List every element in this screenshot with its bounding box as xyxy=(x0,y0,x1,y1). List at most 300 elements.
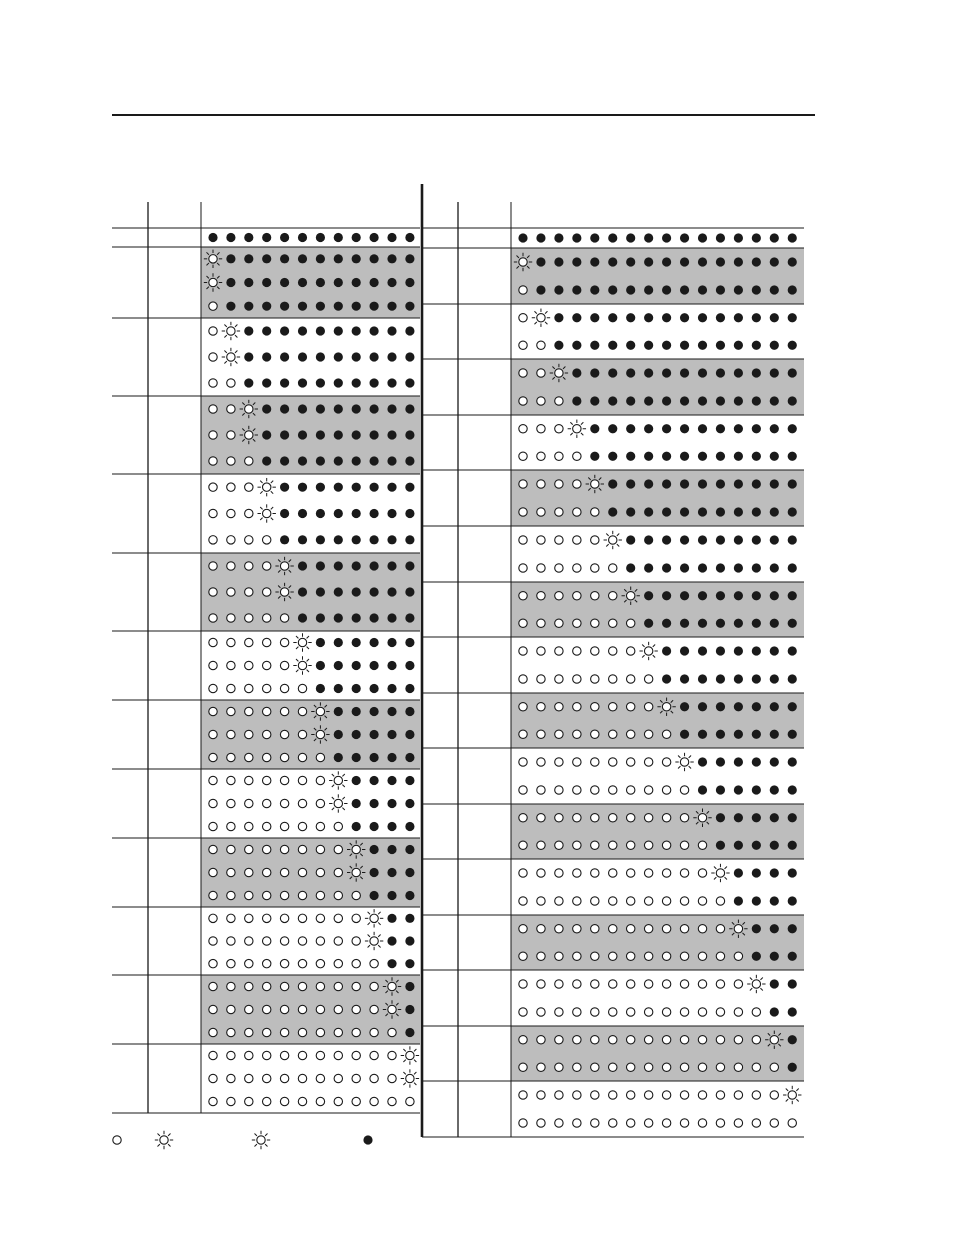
led-on-icon xyxy=(334,378,343,387)
led-off-icon xyxy=(573,536,581,544)
led-blinking-icon xyxy=(275,583,293,601)
led-on-icon xyxy=(370,404,379,413)
led-off-icon xyxy=(662,869,670,877)
led-off-icon xyxy=(316,799,324,807)
led-on-icon xyxy=(316,483,325,492)
led-off-icon xyxy=(716,1091,724,1099)
led-on-icon xyxy=(716,813,725,822)
led-off-icon xyxy=(519,564,527,572)
led-on-icon xyxy=(626,563,635,572)
led-on-icon xyxy=(554,233,563,242)
led-on-icon xyxy=(405,661,414,670)
led-off-icon xyxy=(209,431,217,439)
led-blinking-icon xyxy=(568,420,586,438)
led-off-icon xyxy=(370,1028,378,1036)
led-on-icon xyxy=(644,285,653,294)
led-on-icon xyxy=(387,352,396,361)
led-on-icon xyxy=(770,730,779,739)
led-on-icon xyxy=(788,1007,797,1016)
led-on-icon xyxy=(262,302,271,311)
led-off-icon xyxy=(316,1051,324,1059)
led-on-icon xyxy=(644,479,653,488)
led-off-icon xyxy=(263,1074,271,1082)
led-off-icon xyxy=(573,675,581,683)
led-off-icon xyxy=(227,776,235,784)
led-row xyxy=(519,1007,797,1016)
led-row xyxy=(209,378,415,387)
led-on-icon xyxy=(734,233,743,242)
led-off-icon xyxy=(609,619,617,627)
led-on-icon xyxy=(387,587,396,596)
led-on-icon xyxy=(644,507,653,516)
led-off-icon xyxy=(555,452,563,460)
led-off-icon xyxy=(298,845,306,853)
led-blinking-icon xyxy=(765,1031,783,1049)
led-off-icon xyxy=(209,327,217,335)
led-off-icon xyxy=(573,564,581,572)
led-off-icon xyxy=(573,452,581,460)
led-on-icon xyxy=(405,1028,414,1037)
led-on-icon xyxy=(770,313,779,322)
led-row xyxy=(519,896,797,905)
led-on-icon xyxy=(298,509,307,518)
led-on-icon xyxy=(770,507,779,516)
led-on-icon xyxy=(387,456,396,465)
led-on-icon xyxy=(644,368,653,377)
led-off-icon xyxy=(280,753,288,761)
led-on-icon xyxy=(590,313,599,322)
led-off-icon xyxy=(627,730,635,738)
led-blinking-icon xyxy=(311,702,329,720)
led-off-icon xyxy=(591,841,599,849)
led-on-icon xyxy=(698,702,707,711)
led-on-icon xyxy=(698,233,707,242)
led-on-icon xyxy=(334,509,343,518)
led-blinking-icon xyxy=(258,504,276,522)
led-off-icon xyxy=(316,982,324,990)
led-off-icon xyxy=(316,868,324,876)
led-off-icon xyxy=(716,897,724,905)
led-off-icon xyxy=(245,937,253,945)
led-off-icon xyxy=(227,868,235,876)
led-on-icon xyxy=(788,924,797,933)
led-off-icon xyxy=(298,982,306,990)
led-off-icon xyxy=(245,753,253,761)
led-off-icon xyxy=(627,952,635,960)
led-on-icon xyxy=(788,591,797,600)
led-off-icon xyxy=(352,959,360,967)
led-on-icon xyxy=(405,638,414,647)
led-on-icon xyxy=(734,368,743,377)
led-on-icon xyxy=(662,535,671,544)
led-on-icon xyxy=(298,456,307,465)
led-on-icon xyxy=(334,561,343,570)
led-off-icon xyxy=(352,914,360,922)
led-off-icon xyxy=(609,1008,617,1016)
led-on-icon xyxy=(298,352,307,361)
led-off-icon xyxy=(644,1008,652,1016)
led-on-icon xyxy=(298,378,307,387)
led-on-icon xyxy=(644,313,653,322)
led-on-icon xyxy=(644,619,653,628)
led-on-icon xyxy=(716,591,725,600)
led-off-icon xyxy=(280,799,288,807)
led-on-icon xyxy=(298,233,307,242)
led-off-icon xyxy=(209,457,217,465)
led-off-icon xyxy=(537,619,545,627)
led-off-icon xyxy=(537,730,545,738)
led-row xyxy=(519,452,797,461)
led-on-icon xyxy=(752,674,761,683)
led-on-icon xyxy=(405,326,414,335)
led-on-icon xyxy=(752,924,761,933)
led-group xyxy=(519,1086,802,1127)
led-off-icon xyxy=(573,1036,581,1044)
led-off-icon xyxy=(280,1097,288,1105)
led-off-icon xyxy=(627,647,635,655)
led-on-icon xyxy=(788,424,797,433)
led-on-icon xyxy=(716,841,725,850)
led-off-icon xyxy=(573,647,581,655)
led-group xyxy=(519,753,797,795)
led-off-icon xyxy=(209,379,217,387)
led-on-icon xyxy=(352,822,361,831)
led-off-icon xyxy=(209,483,217,491)
led-group xyxy=(519,420,797,461)
legend-led-on-icon xyxy=(363,1135,372,1144)
led-on-icon xyxy=(734,730,743,739)
led-off-icon xyxy=(591,897,599,905)
led-off-icon xyxy=(734,1119,742,1127)
led-off-icon xyxy=(298,891,306,899)
led-off-icon xyxy=(352,982,360,990)
led-off-icon xyxy=(227,483,235,491)
led-on-icon xyxy=(370,352,379,361)
led-on-icon xyxy=(298,483,307,492)
led-on-icon xyxy=(662,424,671,433)
led-off-icon xyxy=(209,684,217,692)
led-off-icon xyxy=(555,675,563,683)
led-off-icon xyxy=(537,869,545,877)
led-on-icon xyxy=(405,1005,414,1014)
led-off-icon xyxy=(555,925,563,933)
led-on-icon xyxy=(370,509,379,518)
led-on-icon xyxy=(334,278,343,287)
led-on-icon xyxy=(387,959,396,968)
led-off-icon xyxy=(245,588,253,596)
led-blinking-icon xyxy=(711,864,729,882)
led-off-icon xyxy=(280,845,288,853)
led-on-icon xyxy=(370,684,379,693)
led-off-icon xyxy=(555,564,563,572)
led-off-icon xyxy=(537,564,545,572)
led-on-icon xyxy=(734,313,743,322)
led-on-icon xyxy=(770,646,779,655)
led-on-icon xyxy=(680,535,689,544)
led-on-icon xyxy=(387,278,396,287)
led-off-icon xyxy=(245,776,253,784)
led-off-icon xyxy=(698,841,706,849)
led-off-icon xyxy=(298,776,306,784)
led-row xyxy=(209,794,415,812)
led-off-icon xyxy=(245,845,253,853)
led-on-icon xyxy=(536,257,545,266)
led-on-icon xyxy=(680,396,689,405)
led-off-icon xyxy=(519,925,527,933)
led-on-icon xyxy=(734,674,743,683)
led-on-icon xyxy=(626,507,635,516)
led-group xyxy=(209,1046,419,1105)
led-off-icon xyxy=(352,1005,360,1013)
led-off-icon xyxy=(698,1008,706,1016)
led-on-icon xyxy=(734,452,743,461)
led-on-icon xyxy=(788,757,797,766)
led-off-icon xyxy=(573,980,581,988)
led-on-icon xyxy=(370,378,379,387)
led-on-icon xyxy=(352,776,361,785)
shaded-band xyxy=(511,804,804,859)
led-on-icon xyxy=(387,776,396,785)
led-off-icon xyxy=(519,1119,527,1127)
led-off-icon xyxy=(280,614,288,622)
led-off-icon xyxy=(245,799,253,807)
led-off-icon xyxy=(370,959,378,967)
led-on-icon xyxy=(352,561,361,570)
led-on-icon xyxy=(262,378,271,387)
led-on-icon xyxy=(572,257,581,266)
led-off-icon xyxy=(662,1119,670,1127)
led-on-icon xyxy=(752,591,761,600)
led-off-icon xyxy=(627,925,635,933)
led-off-icon xyxy=(662,925,670,933)
led-off-icon xyxy=(209,822,217,830)
led-off-icon xyxy=(519,952,527,960)
led-off-icon xyxy=(316,937,324,945)
led-row xyxy=(209,656,415,674)
led-off-icon xyxy=(680,786,688,794)
led-off-icon xyxy=(388,1028,396,1036)
led-off-icon xyxy=(555,897,563,905)
led-off-icon xyxy=(227,405,235,413)
led-on-icon xyxy=(698,257,707,266)
led-off-icon xyxy=(537,425,545,433)
led-off-icon xyxy=(734,1063,742,1071)
led-on-icon xyxy=(334,730,343,739)
led-off-icon xyxy=(591,758,599,766)
led-on-icon xyxy=(352,430,361,439)
led-off-icon xyxy=(263,1097,271,1105)
led-off-icon xyxy=(627,758,635,766)
led-on-icon xyxy=(316,404,325,413)
led-on-icon xyxy=(770,785,779,794)
led-on-icon xyxy=(734,396,743,405)
led-off-icon xyxy=(209,799,217,807)
led-off-icon xyxy=(245,483,253,491)
led-off-icon xyxy=(662,786,670,794)
led-off-icon xyxy=(227,684,235,692)
led-off-icon xyxy=(627,980,635,988)
led-group xyxy=(518,233,796,242)
led-on-icon xyxy=(770,841,779,850)
led-off-icon xyxy=(734,952,742,960)
led-on-icon xyxy=(554,285,563,294)
led-off-icon xyxy=(537,1008,545,1016)
led-off-icon xyxy=(209,509,217,517)
led-off-icon xyxy=(644,897,652,905)
led-row xyxy=(519,785,797,794)
led-on-icon xyxy=(752,702,761,711)
led-off-icon xyxy=(609,758,617,766)
led-off-icon xyxy=(519,536,527,544)
led-off-icon xyxy=(209,562,217,570)
led-on-icon xyxy=(244,352,253,361)
led-blinking-icon xyxy=(383,1000,401,1018)
led-on-icon xyxy=(387,254,396,263)
led-off-icon xyxy=(591,814,599,822)
led-on-icon xyxy=(334,430,343,439)
led-on-icon xyxy=(280,378,289,387)
led-on-icon xyxy=(405,378,414,387)
led-on-icon xyxy=(405,352,414,361)
led-off-icon xyxy=(245,1074,253,1082)
led-on-icon xyxy=(208,233,217,242)
led-on-icon xyxy=(752,619,761,628)
led-on-icon xyxy=(770,924,779,933)
led-on-icon xyxy=(662,285,671,294)
led-on-icon xyxy=(370,483,379,492)
led-off-icon xyxy=(334,1051,342,1059)
led-off-icon xyxy=(591,647,599,655)
led-off-icon xyxy=(591,1008,599,1016)
led-off-icon xyxy=(316,822,324,830)
led-on-icon xyxy=(698,507,707,516)
led-on-icon xyxy=(262,326,271,335)
led-on-icon xyxy=(716,368,725,377)
led-on-icon xyxy=(698,785,707,794)
led-off-icon xyxy=(263,684,271,692)
led-off-icon xyxy=(627,786,635,794)
led-on-icon xyxy=(280,430,289,439)
led-off-icon xyxy=(537,508,545,516)
led-on-icon xyxy=(698,591,707,600)
led-off-icon xyxy=(334,1028,342,1036)
led-on-icon xyxy=(370,730,379,739)
led-on-icon xyxy=(644,535,653,544)
led-off-icon xyxy=(627,1036,635,1044)
led-on-icon xyxy=(662,396,671,405)
led-on-icon xyxy=(662,507,671,516)
led-row xyxy=(209,535,415,544)
led-off-icon xyxy=(352,1051,360,1059)
led-row xyxy=(209,932,415,950)
led-on-icon xyxy=(608,313,617,322)
led-on-icon xyxy=(334,352,343,361)
led-off-icon xyxy=(227,822,235,830)
led-off-icon xyxy=(734,1036,742,1044)
led-off-icon xyxy=(698,1036,706,1044)
led-off-icon xyxy=(298,730,306,738)
led-off-icon xyxy=(352,1074,360,1082)
led-off-icon xyxy=(555,980,563,988)
led-on-icon xyxy=(280,535,289,544)
led-off-icon xyxy=(352,1097,360,1105)
led-off-icon xyxy=(555,841,563,849)
led-on-icon xyxy=(788,1035,797,1044)
led-on-icon xyxy=(387,509,396,518)
led-off-icon xyxy=(209,730,217,738)
led-on-icon xyxy=(352,638,361,647)
led-on-icon xyxy=(298,254,307,263)
led-off-icon xyxy=(388,1051,396,1059)
led-off-icon xyxy=(519,758,527,766)
led-off-icon xyxy=(591,730,599,738)
led-row xyxy=(519,1119,797,1127)
led-on-icon xyxy=(680,368,689,377)
led-off-icon xyxy=(716,952,724,960)
led-on-icon xyxy=(387,753,396,762)
led-off-icon xyxy=(298,1028,306,1036)
led-on-icon xyxy=(752,535,761,544)
led-group xyxy=(209,771,415,831)
led-off-icon xyxy=(555,1008,563,1016)
led-off-icon xyxy=(519,1063,527,1071)
led-on-icon xyxy=(698,535,707,544)
led-on-icon xyxy=(405,936,414,945)
led-off-icon xyxy=(227,959,235,967)
led-blinking-icon xyxy=(657,698,675,716)
led-off-icon xyxy=(245,1028,253,1036)
led-on-icon xyxy=(752,868,761,877)
led-off-icon xyxy=(752,1119,760,1127)
led-on-icon xyxy=(626,313,635,322)
led-off-icon xyxy=(245,562,253,570)
led-blinking-icon xyxy=(604,531,622,549)
led-off-icon xyxy=(209,776,217,784)
led-off-icon xyxy=(316,753,324,761)
led-off-icon xyxy=(609,1091,617,1099)
led-off-icon xyxy=(227,1028,235,1036)
led-on-icon xyxy=(387,936,396,945)
led-blinking-icon xyxy=(240,426,258,444)
led-on-icon xyxy=(405,753,414,762)
led-on-icon xyxy=(608,233,617,242)
led-off-icon xyxy=(555,480,563,488)
led-off-icon xyxy=(555,508,563,516)
led-off-icon xyxy=(609,592,617,600)
led-on-icon xyxy=(770,757,779,766)
led-off-icon xyxy=(316,959,324,967)
led-off-icon xyxy=(519,592,527,600)
led-on-icon xyxy=(590,341,599,350)
led-off-icon xyxy=(227,536,235,544)
led-off-icon xyxy=(245,707,253,715)
led-row xyxy=(519,642,797,660)
led-on-icon xyxy=(590,257,599,266)
led-off-icon xyxy=(680,980,688,988)
led-on-icon xyxy=(770,285,779,294)
led-off-icon xyxy=(352,1028,360,1036)
led-on-icon xyxy=(770,591,779,600)
led-off-icon xyxy=(770,1091,778,1099)
led-off-icon xyxy=(316,1028,324,1036)
led-off-icon xyxy=(573,1119,581,1127)
led-off-icon xyxy=(298,1051,306,1059)
led-off-icon xyxy=(627,897,635,905)
led-on-icon xyxy=(298,302,307,311)
led-on-icon xyxy=(370,302,379,311)
led-off-icon xyxy=(609,841,617,849)
led-off-icon xyxy=(537,369,545,377)
